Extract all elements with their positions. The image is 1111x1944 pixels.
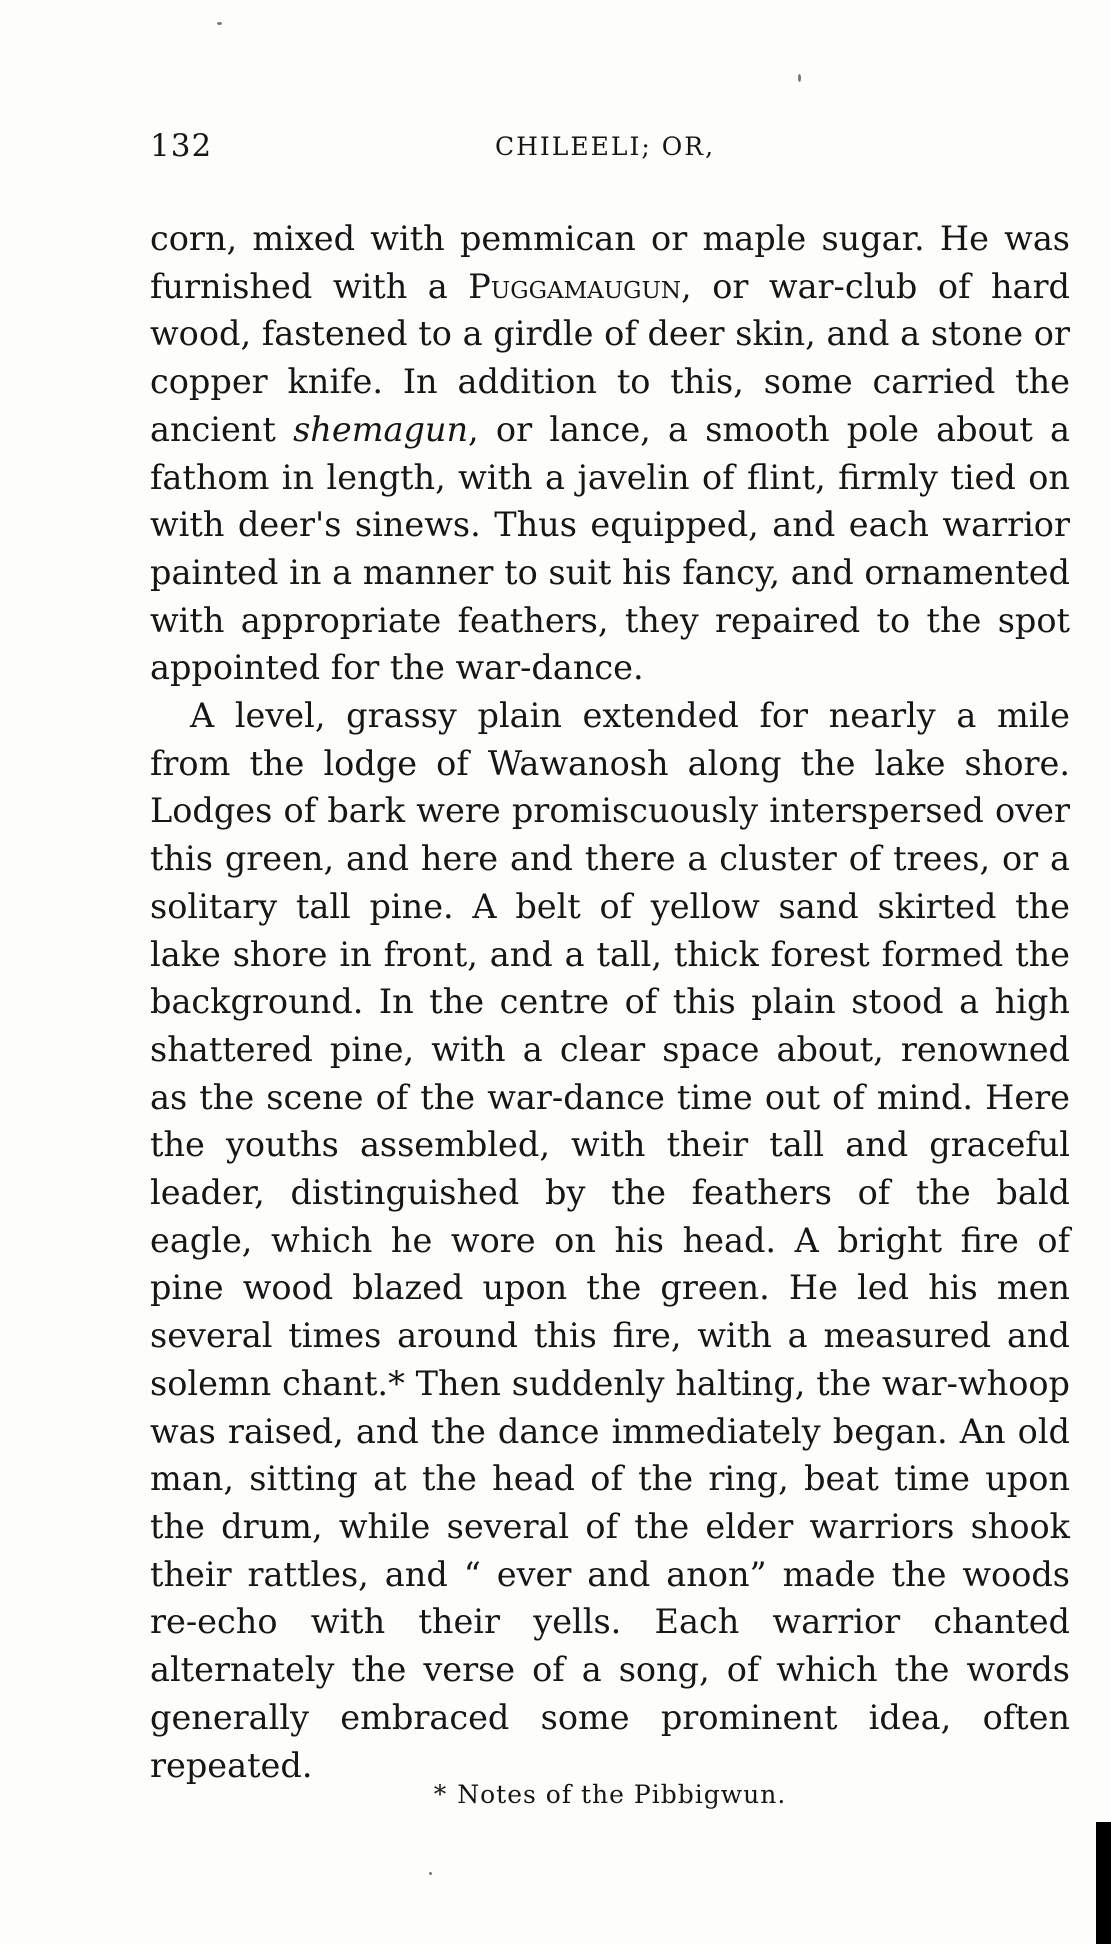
scan-speck bbox=[217, 22, 222, 25]
paragraph-1: corn, mixed with pemmican or maple sugar. He was furnished with a Puggamaugun, or war-club of hard wood, fastened to a girdle of deer skin, and a stone or copper knife. In addition to this, some carried the ancient shemagun, or lance, a smooth pole about a fathom in length, with a javelin of flint, firmly tied on with deer's sinews. Thus equipped, and each warrior painted in a manner to suit his fancy, and ornamented with appropriate feathers, they repaired to the spot appointed for the war-dance. bbox=[150, 219, 1070, 688]
footnote-marker: * bbox=[433, 1780, 448, 1809]
page-number: 132 bbox=[150, 128, 213, 164]
term-shemagun: shemagun bbox=[293, 409, 469, 449]
footnote bbox=[150, 1780, 1070, 1809]
scan-speck bbox=[429, 1872, 432, 1875]
footnote-text: Notes of the Pibbigwun. bbox=[457, 1780, 787, 1809]
page-header bbox=[150, 128, 1070, 168]
body-text bbox=[150, 215, 1070, 1789]
term-puggamaugun: Puggamaugun bbox=[468, 266, 682, 306]
scan-edge-bar bbox=[1096, 1822, 1111, 1944]
paragraph-2: A level, grassy plain extended for nearly a mile from the lodge of Wawanosh along the lake shore. Lodges of bark were promiscuously interspersed over this green, and here and there a cluster of trees, or a solitary tall pine. A belt of yellow sand skirted the lake shore in front, and a tall, thick forest formed the background. In the centre of this plain stood a high shattered pine, with a clear space about, renowned as the scene of the war-dance time out of mind. Here the youths assembled, with their tall and graceful leader, distinguished by the feathers of the bald eagle, which he wore on his head. A bright fire of pine wood blazed upon the green. He led his men several times around this fire, with a measured and solemn chant.* Then suddenly halting, the war-whoop was raised, and the dance immediately began. An old man, sitting at the head of the ring, beat time upon the drum, while several of the elder warriors shook their rattles, and “ ever and anon” made the woods re-echo with their yells. Each warrior chanted alternately the verse of a song, of which the words generally embraced some prominent idea, often repeated. bbox=[150, 696, 1070, 1785]
running-head: CHILEELI; OR, bbox=[495, 132, 716, 161]
scan-speck bbox=[798, 74, 801, 82]
